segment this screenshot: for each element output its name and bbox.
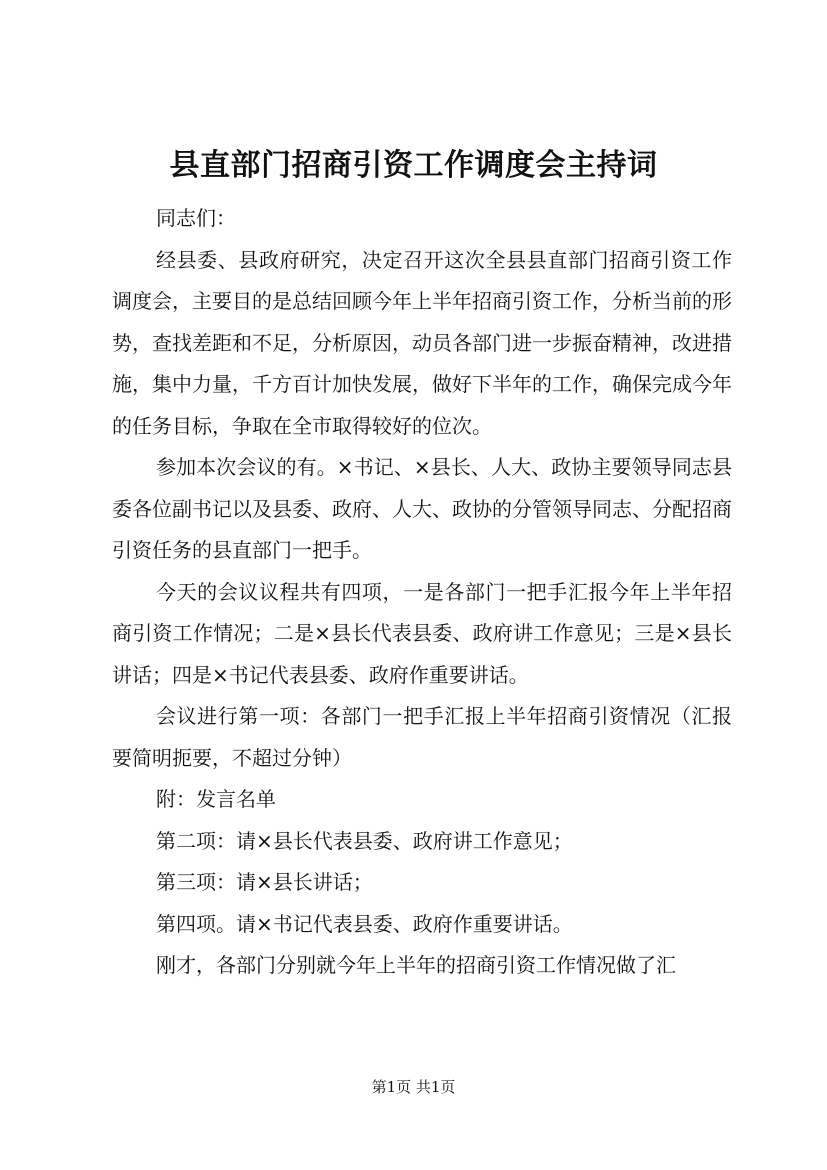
attendees-paragraph: 参加本次会议的有。×书记、×县长、人大、政协主要领导同志县委各位副书记以及县委、政府、人大、政协的分管领导同志、分配招商引资任务的县直部门一把手。 (112, 455, 732, 562)
document-body (112, 198, 732, 987)
agenda-item-two-paragraph: 第二项：请×县长代表县委、政府讲工作意见； (156, 828, 573, 853)
agenda-paragraph: 今天的会议议程共有四项，一是各部门一把手汇报今年上半年招商引资工作情况；二是×县长代表县委、政府讲工作意见；三是×县长讲话；四是×书记代表县委、政府作重要讲话。 (112, 579, 732, 687)
meeting-purpose-paragraph: 经县委、县政府研究，决定召开这次全县县直部门招商引资工作调度会，主要目的是总结回顾今年上半年招商引资工作，分析当前的形势，查找差距和不足，分析原因，动员各部门进一步振奋精神，改进措施，集中力量，千方百计加快发展，做好下半年的工作，确保完成今年的任务目标，争取在全市取得较好的位次。 (112, 247, 732, 438)
document-title: 县直部门招商引资工作调度会主持词 (169, 148, 658, 183)
salutation-paragraph: 同志们： (156, 206, 236, 230)
agenda-item-three-paragraph: 第三项：请×县长讲话； (156, 870, 373, 894)
agenda-item-four-paragraph: 第四项。请×书记代表县委、政府作重要讲话。 (156, 911, 573, 936)
page-number-footer: 第1页 共1页 (371, 1078, 456, 1096)
closing-paragraph: 刚才，各部门分别就今年上半年的招商引资工作情况做了汇 (156, 953, 676, 977)
agenda-item-one-paragraph: 会议进行第一项：各部门一把手汇报上半年招商引资情况（汇报要简明扼要，不超过分钟） (112, 704, 732, 770)
speaker-list-paragraph: 附：发言名单 (156, 787, 276, 811)
